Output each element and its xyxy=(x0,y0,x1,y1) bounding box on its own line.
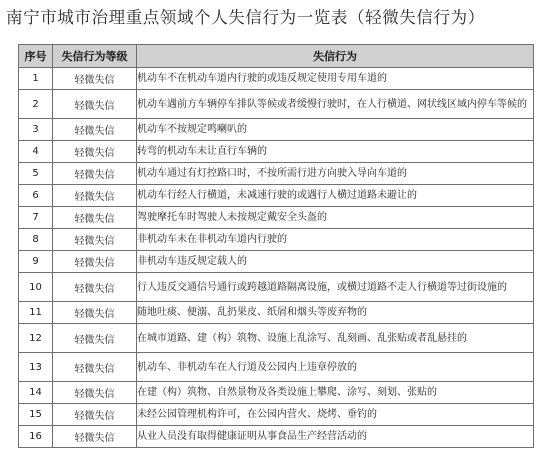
row-number: 2 xyxy=(19,90,53,119)
row-behavior: 未经公园管理机构许可，在公园内营火、烧烤、垂钓的 xyxy=(137,404,534,426)
row-behavior: 机动车遇前方车辆停车排队等候或者缓慢行驶时，在人行横道、网状线区域内停车等候的 xyxy=(137,90,534,119)
row-behavior: 机动车行经人行横道，未减速行驶的或遇行人横过道路未避让的 xyxy=(137,185,534,207)
table-row xyxy=(19,251,534,273)
row-behavior: 在建（构）筑物、自然景物及各类设施上攀爬、涂写、刻划、张贴的 xyxy=(137,382,534,404)
table-row xyxy=(19,141,534,163)
row-number: 7 xyxy=(19,207,53,229)
table-row xyxy=(19,302,534,324)
table-row xyxy=(19,353,534,382)
row-behavior: 在城市道路、建（构）筑物、设施上乱涂写、乱刻画、乱张贴或者乱悬挂的 xyxy=(137,324,534,353)
table-row xyxy=(19,273,534,302)
row-behavior: 机动车、非机动车在人行道及公园内上违章停放的 xyxy=(137,353,534,382)
row-number: 11 xyxy=(19,302,53,324)
row-level: 轻微失信 xyxy=(53,163,137,185)
row-level: 轻微失信 xyxy=(53,426,137,448)
row-behavior: 机动车通过有灯控路口时，不按所需行进方向驶入导向车道的 xyxy=(137,163,534,185)
row-number: 13 xyxy=(19,353,53,382)
table-row xyxy=(19,324,534,353)
row-number: 6 xyxy=(19,185,53,207)
header-number: 序号 xyxy=(19,45,53,68)
row-number: 1 xyxy=(19,68,53,90)
row-level: 轻微失信 xyxy=(53,185,137,207)
row-number: 12 xyxy=(19,324,53,353)
row-behavior: 机动车不按规定鸣喇叭的 xyxy=(137,119,534,141)
table-row xyxy=(19,68,534,90)
row-behavior: 从业人员没有取得健康证明从事食品生产经营活动的 xyxy=(137,426,534,448)
row-behavior: 机动车不在机动车道内行驶的或违反规定使用专用车道的 xyxy=(137,68,534,90)
row-number: 4 xyxy=(19,141,53,163)
row-level: 轻微失信 xyxy=(53,353,137,382)
table-row xyxy=(19,90,534,119)
row-number: 3 xyxy=(19,119,53,141)
row-behavior: 非机动车违反规定载人的 xyxy=(137,251,534,273)
row-level: 轻微失信 xyxy=(53,302,137,324)
table-row xyxy=(19,229,534,251)
page-title: 南宁市城市治理重点领域个人失信行为一览表（轻微失信行为） xyxy=(6,8,485,27)
row-level: 轻微失信 xyxy=(53,324,137,353)
row-behavior: 行人违反交通信号通行或跨越道路隔离设施，或横过道路不走人行横道等过街设施的 xyxy=(137,273,534,302)
credit-table xyxy=(18,44,534,448)
row-behavior: 随地吐痰、便溺、乱扔果皮、纸屑和烟头等废弃物的 xyxy=(137,302,534,324)
row-level: 轻微失信 xyxy=(53,273,137,302)
table-row xyxy=(19,426,534,448)
row-number: 14 xyxy=(19,382,53,404)
table-row xyxy=(19,119,534,141)
row-behavior: 驾驶摩托车时驾驶人未按规定戴安全头盔的 xyxy=(137,207,534,229)
header-behavior: 失信行为 xyxy=(137,45,534,68)
row-number: 8 xyxy=(19,229,53,251)
row-level: 轻微失信 xyxy=(53,382,137,404)
row-number: 10 xyxy=(19,273,53,302)
table-row xyxy=(19,404,534,426)
row-level: 轻微失信 xyxy=(53,404,137,426)
row-level: 轻微失信 xyxy=(53,119,137,141)
table-row xyxy=(19,185,534,207)
table-row xyxy=(19,163,534,185)
row-level: 轻微失信 xyxy=(53,141,137,163)
table-row xyxy=(19,382,534,404)
row-level: 轻微失信 xyxy=(53,251,137,273)
table-header-row xyxy=(19,45,534,68)
header-level: 失信行为等级 xyxy=(53,45,137,68)
row-level: 轻微失信 xyxy=(53,207,137,229)
row-number: 15 xyxy=(19,404,53,426)
row-level: 轻微失信 xyxy=(53,68,137,90)
table-row xyxy=(19,207,534,229)
row-number: 16 xyxy=(19,426,53,448)
row-level: 轻微失信 xyxy=(53,90,137,119)
row-number: 9 xyxy=(19,251,53,273)
row-level: 轻微失信 xyxy=(53,229,137,251)
row-behavior: 非机动车未在非机动车道内行驶的 xyxy=(137,229,534,251)
row-behavior: 转弯的机动车未让直行车辆的 xyxy=(137,141,534,163)
row-number: 5 xyxy=(19,163,53,185)
